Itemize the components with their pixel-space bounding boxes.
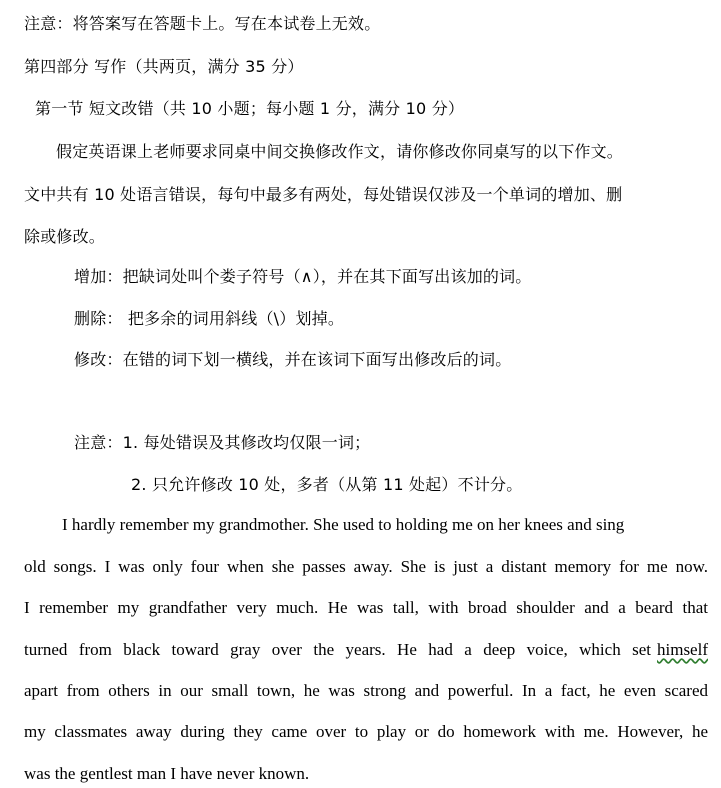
passage-line-4-text: turned from black toward gray over the years. He had a deep voice, which set: [24, 640, 651, 659]
passage-line-6: my classmates away during they came over to play or do homework with me. However, he: [24, 722, 708, 741]
passage-line-7: was the gentlest man I have never known.: [24, 764, 310, 783]
answer-notice: 注意：将答案写在答题卡上。写在本试卷上无效。: [24, 14, 381, 33]
passage-line-5: apart from others in our small town, he was strong and powerful. In a fact, he even scared: [24, 681, 708, 700]
instruction-para-line-2: 文中共有 10 处语言错误，每句中最多有两处，每处错误仅涉及一个单词的增加、删: [24, 185, 623, 204]
passage-line-1: I hardly remember my grandmother. She used to holding me on her knees and sing: [62, 515, 625, 534]
note-1: 注意：1. 每处错误及其修改均仅限一词；: [74, 433, 371, 452]
instruction-para-line-1: 假定英语课上老师要求同桌中间交换修改作文，请你修改你同桌写的以下作文。: [56, 142, 624, 161]
part-title: 第四部分 写作（共两页，满分 35 分）: [24, 57, 304, 76]
rule-modify: 修改：在错的词下划一横线，并在该词下面写出修改后的词。: [74, 350, 512, 369]
marked-word-himself: himself: [657, 640, 708, 659]
instruction-para-line-3: 除或修改。: [24, 227, 106, 246]
passage-line-3: I remember my grandfather very much. He was tall, with broad shoulder and a beard that: [24, 598, 708, 617]
passage-line-4: [24, 639, 708, 661]
section-title: 第一节 短文改错（共 10 小题；每小题 1 分，满分 10 分）: [35, 99, 465, 118]
note-2: 2. 只允许修改 10 处，多者（从第 11 处起）不计分。: [131, 475, 523, 494]
rule-delete: 删除： 把多余的词用斜线（\）划掉。: [74, 309, 345, 328]
passage-line-2: old songs. I was only four when she passes away. She is just a distant memory for me now.: [24, 557, 708, 576]
rule-add: 增加：把缺词处叫个娄子符号（∧），并在其下面写出该加的词。: [74, 267, 532, 286]
